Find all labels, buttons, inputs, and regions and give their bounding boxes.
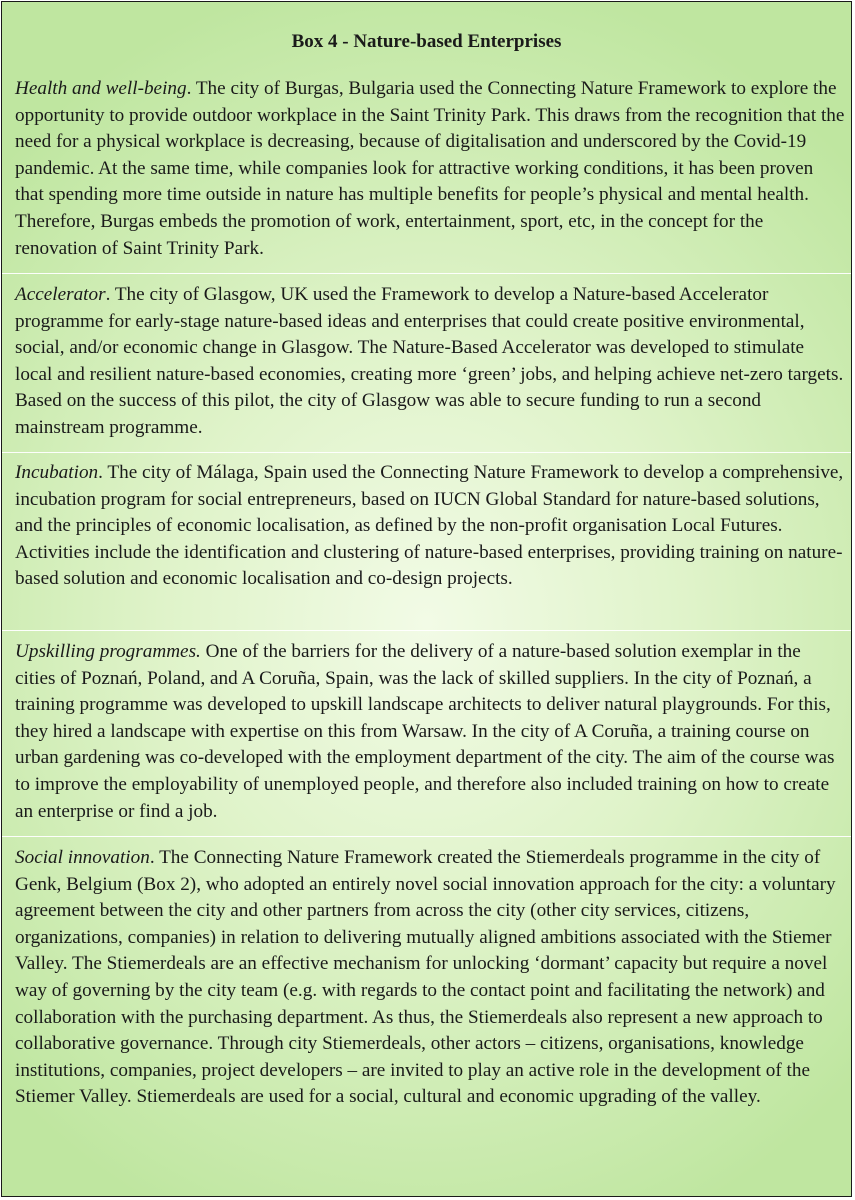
paragraph-upskilling-programmes	[15, 639, 845, 825]
paragraph-body: One of the barriers for the delivery of a nature-based solution exemplar in the cities of Poznań, Poland, and A Coruña, Spain, was the lack of skilled suppliers. In the city of Poznań, a training programme was developed to upskill landscape architects to deliver natural playgrounds. For this, they hired a landscape with expertise on this from Warsaw. In the city of A Coruña, a training course on urban gardening was co-developed with the employment department of the city. The aim of the course was to improve the employability of unemployed people, and therefore also included training on how to create an enterprise or find a job.	[15, 641, 835, 822]
paragraph-divider	[2, 452, 851, 453]
paragraph-divider	[2, 273, 851, 274]
paragraph-lead-suffix: .	[149, 847, 155, 868]
paragraph-lead: Social innovation	[15, 847, 150, 868]
paragraph-divider	[2, 630, 851, 631]
paragraph-health-well-being	[15, 76, 845, 262]
box-title: Box 4 - Nature-based Enterprises	[291, 31, 562, 52]
paragraph-lead-suffix: .	[105, 284, 111, 305]
paragraph-body: The Connecting Nature Framework created the Stiemerdeals programme in the city of Genk, Belgium (Box 2), who adopted an entirely novel social innovation approach for the city: a voluntary agreement between the city and other partners from across the city (other city services, citizens, organizations, companies) in relation to delivering mutually aligned ambitions associated with the Stiemer Valley. The Stiemerdeals are an effective mechanism for unlocking ‘dormant’ capacity but require a novel way of governing by the city team (e.g. with regards to the contact point and facilitating the network) and collaboration with the purchasing department. As thus, the Stiemerdeals also represent a new approach to collaborative governance. Through city Stiemerdeals, other actors – citizens, organisations, knowledge institutions, companies, project developers – are invited to play an active role in the development of the Stiemer Valley. Stiemerdeals are used for a social, cultural and economic upgrading of the valley.	[15, 847, 836, 1108]
paragraph-divider	[2, 836, 851, 837]
paragraph-body: The city of Glasgow, UK used the Framework to develop a Nature-based Accelerator programme for early-stage nature-based ideas and enterprises that could create positive environmental, social, and/or economic change in Glasgow. The Nature-Based Accelerator was developed to stimulate local and resilient nature-based economies, creating more ‘green’ jobs, and helping achieve net-zero targets. Based on the success of this pilot, the city of Glasgow was able to secure funding to run a second mainstream programme.	[15, 284, 844, 438]
paragraph-social-innovation	[15, 845, 845, 1111]
paragraph-accelerator	[15, 282, 845, 442]
paragraph-body: The city of Málaga, Spain used the Connecting Nature Framework to develop a comprehensive, incubation program for social entrepreneurs, based on IUCN Global Standard for nature-based solutions, and the principles of economic localisation, as defined by the non-profit organisation Local Futures. Activities include the identification and clustering of nature-based enterprises, providing training on nature-based solution and economic localisation and co-design projects.	[15, 462, 844, 590]
paragraph-lead: Upskilling programmes.	[15, 641, 201, 662]
paragraph-lead-suffix: .	[98, 462, 103, 483]
paragraph-lead: Incubation	[15, 462, 99, 483]
paragraph-lead-suffix: .	[186, 78, 192, 99]
paragraph-lead: Health and well-being	[15, 78, 187, 99]
nature-based-enterprises-box	[1, 1, 852, 1197]
paragraph-incubation	[15, 460, 845, 593]
paragraph-body: The city of Burgas, Bulgaria used the Connecting Nature Framework to explore the opportunity to provide outdoor workplace in the Saint Trinity Park. This draws from the recognition that the need for a physical workplace is decreasing, because of digitalisation and underscored by the Covid-19 pandemic. At the same time, while companies look for attractive working conditions, it has been proven that spending more time outside in nature has multiple benefits for people’s physical and mental health. Therefore, Burgas embeds the promotion of work, entertainment, sport, etc, in the concept for the renovation of Saint Trinity Park.	[15, 78, 845, 259]
paragraph-lead: Accelerator	[15, 284, 106, 305]
